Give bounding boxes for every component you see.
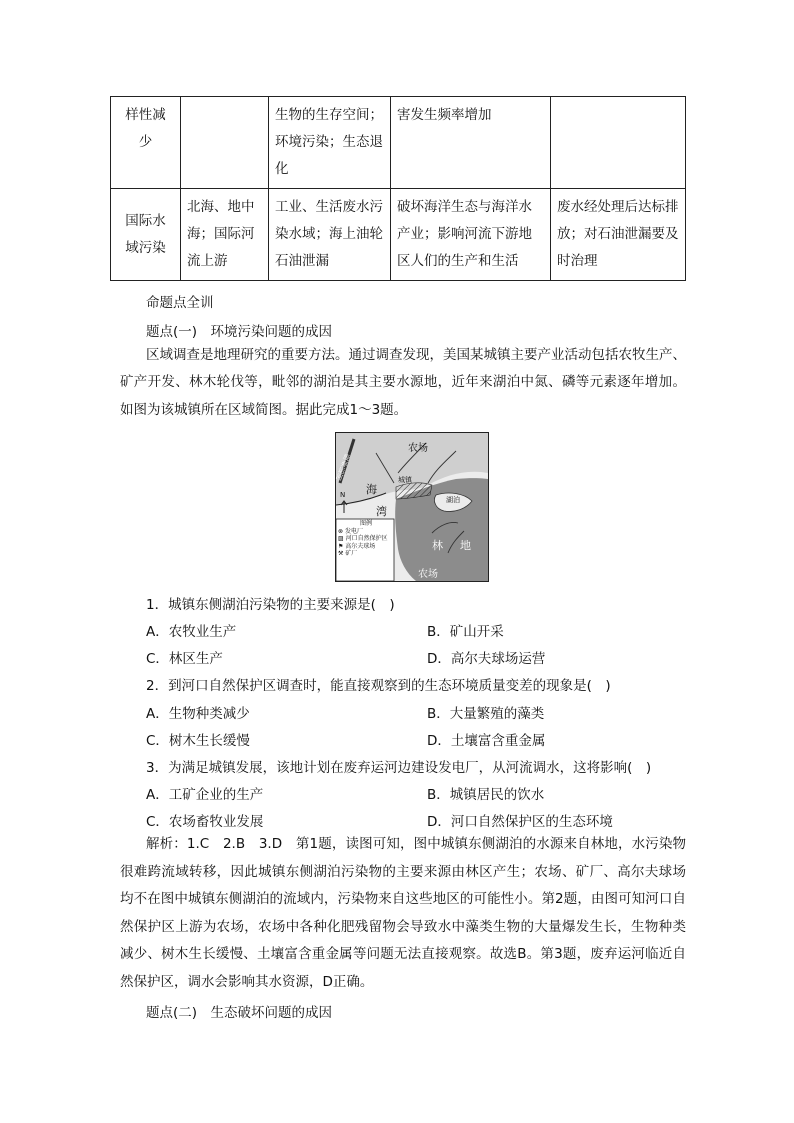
map-label-forest: 地 [460, 539, 471, 552]
section-title: 命题点全训 [146, 295, 214, 311]
table-cell: 生物的生存空间；环境污染；生态退化 [269, 97, 391, 189]
map-label-canal: 废弃运河 [334, 452, 352, 482]
table-cell: 废水经处理后达标排放；对石油泄漏要及时治理 [551, 189, 686, 281]
legend-title: 图例 [359, 520, 372, 527]
option-d[interactable]: D．河口自然保护区的生态环境 [427, 814, 613, 830]
option-b[interactable]: B．大量繁殖的藻类 [427, 706, 545, 722]
map-legend [338, 520, 394, 558]
table-cell: 北海、地中海；国际河流上游 [181, 189, 269, 281]
table-cell: 国际水域污染 [111, 189, 181, 281]
comparison-table [110, 96, 686, 281]
legend-item: ▨ 河口自然保护区 [338, 535, 388, 542]
option-a[interactable]: A．生物种类减少 [146, 706, 250, 722]
option-c[interactable]: C．林区生产 [146, 651, 223, 667]
table-cell: 工业、生活废水污染水域；海上油轮石油泄漏 [269, 189, 391, 281]
legend-item: ⚑ 高尔夫球场 [338, 542, 376, 550]
legend-item: ⚒ 矿厂 [338, 550, 358, 557]
option-d[interactable]: D．土壤富含重金属 [427, 733, 546, 749]
map-label-farm: 农场 [418, 569, 438, 580]
question-stem: 1．城镇东侧湖泊污染物的主要来源是( ) [146, 597, 395, 613]
map-label-lake: 湖泊 [446, 496, 460, 504]
option-b[interactable]: B．矿山开采 [427, 624, 504, 640]
table-cell: 破坏海洋生态与海洋水产业；影响河流下游地区人们的生产和生活 [391, 189, 551, 281]
map-label-farm: 农场 [408, 443, 428, 454]
table-cell: 害发生频率增加 [391, 97, 551, 189]
table-cell: 样性减少 [111, 97, 181, 189]
intro-paragraph: 区域调查是地理研究的重要方法。通过调查发现，美国某城镇主要产业活动包括农牧生产、矿产开发、林木轮伐等，毗邻的湖泊是其主要水源地，近年来湖泊中氮、磷等元素逐年增加。如图为该城镇所在区域简图。据此完成1～3题。 [120, 347, 686, 418]
answer-explanation: 解析：1.C 2.B 3.D 第1题，读图可知，图中城镇东侧湖泊的水源来自林地，水污染物很难跨流域转移，因此城镇东侧湖泊污染物的主要来源由林区产生；农场、矿厂、高尔夫球场均不在图中城镇东侧湖泊的流域内，污染物来自这些地区的可能性小。第2题，由图可知河口自然保护区上游为农场，农场中各种化肥残留物会导致水中藻类生物的大量爆发生长，生物种类减少、树木生长缓慢、土壤富含重金属等问题无法直接观察。故选B。第3题，废弃运河临近自然保护区，调水会影响其水资源，D正确。 [120, 836, 686, 990]
map-label-bay: 海 [366, 483, 377, 496]
option-c[interactable]: C．树木生长缓慢 [146, 733, 250, 749]
question-stem: 3．为满足城镇发展，该地计划在废弃运河边建设发电厂，从河流调水，这将影响( ) [146, 760, 652, 776]
north-icon: N [340, 491, 346, 499]
option-d[interactable]: D．高尔夫球场运营 [427, 651, 546, 667]
option-b[interactable]: B．城镇居民的饮水 [427, 787, 545, 803]
table-row [111, 189, 686, 281]
table-row [111, 97, 686, 189]
topic-heading: 题点(一) 环境污染问题的成因 [146, 324, 333, 340]
topic-heading: 题点(二) 生态破坏问题的成因 [146, 1005, 333, 1021]
map-label-forest: 林 [432, 539, 443, 552]
map-label-town: 城镇 [398, 476, 412, 484]
option-a[interactable]: A．农牧业生产 [146, 624, 237, 640]
region-map [335, 432, 489, 582]
table-cell [181, 97, 269, 189]
legend-item: ⊗ 发电厂 [338, 527, 363, 535]
table-cell [551, 97, 686, 189]
map-label-bay: 湾 [376, 505, 387, 518]
option-a[interactable]: A．工矿企业的生产 [146, 787, 264, 803]
option-c[interactable]: C．农场畜牧业发展 [146, 814, 264, 830]
question-stem: 2．到河口自然保护区调查时，能直接观察到的生态环境质量变差的现象是( ) [146, 678, 611, 694]
